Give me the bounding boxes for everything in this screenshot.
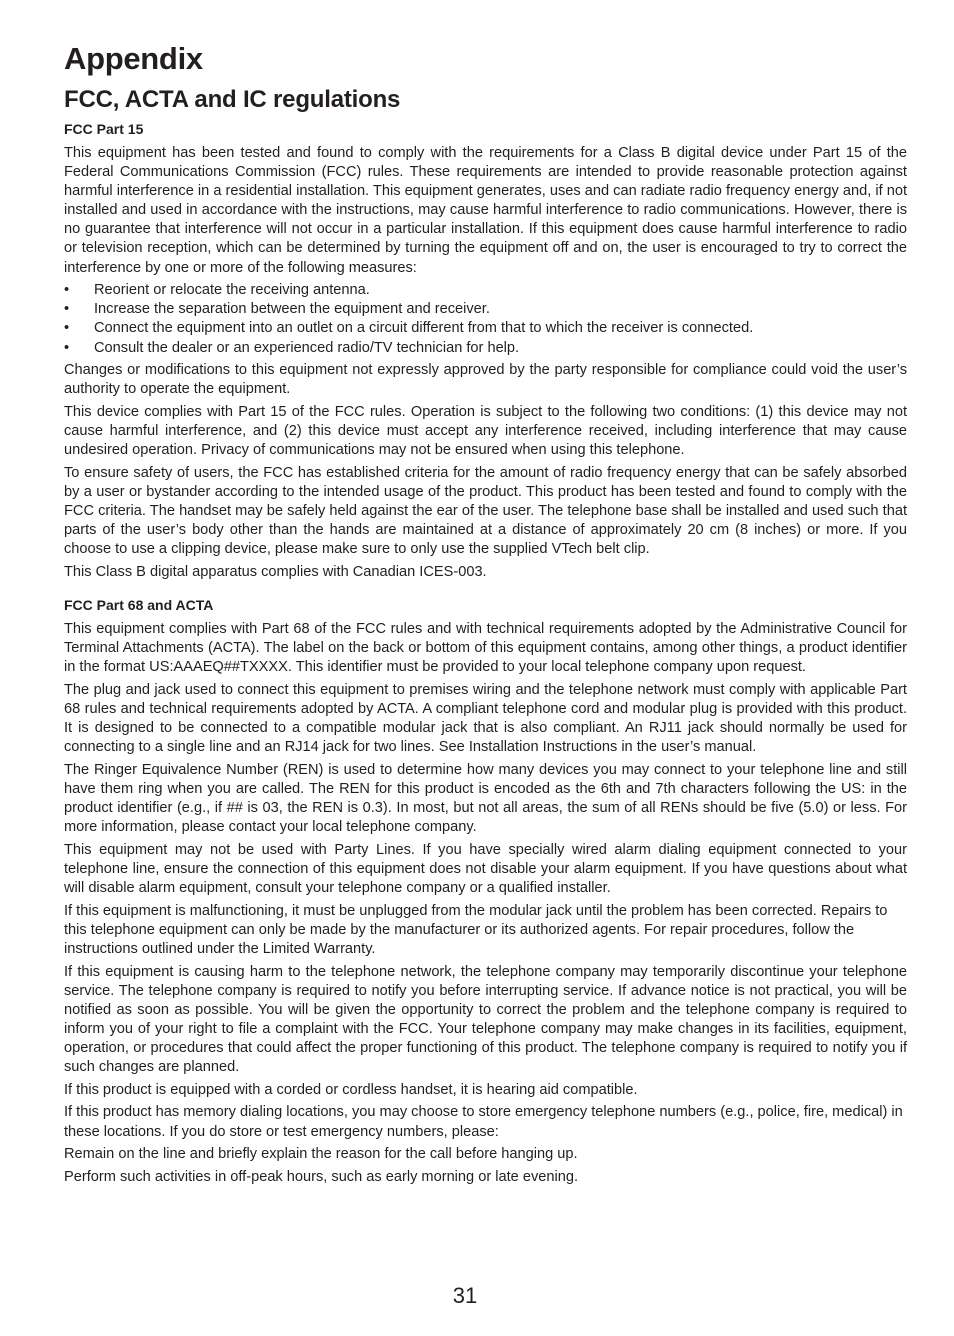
fcc-part15-heading: FCC Part 15: [64, 121, 144, 137]
fcc15-paragraph-3: This device complies with Part 15 of the FCC rules. Operation is subject to the following two conditions: (1) this device may not cause harmful interference, and (2) this device must accept any interference received, including interference that may cause undesired operation. Privacy of communications may not be ensured when using this telephone.: [64, 404, 907, 459]
fcc68-paragraph-2: The plug and jack used to connect this equipment to premises wiring and the telephone network must comply with applicable Part 68 rules and technical requirements adopted by ACTA. A compliant telephone cord and modular plug is provided with this product. It is designed to be connected to a compatible modular jack that is also compliant. An RJ11 jack should normally be used for connecting to a single line and an RJ14 jack for two lines. See Installation Instructions in the user’s manual.: [64, 681, 907, 756]
section-title: FCC, ACTA and IC regulations: [64, 86, 401, 113]
fcc68-paragraph-6: If this equipment is causing harm to the telephone network, the telephone company may temporarily discontinue your telephone service. The telephone company is required to notify you before interrupting service. If advance notice is not practical, you will be notified as soon as possible. You will be given the opportunity to correct the problem and the telephone company is required to inform you of your right to file a complaint with the FCC. Your telephone company may make changes in its facilities, equipment, operation, or procedures that could affect the proper functioning of this product. The telephone company is required to notify you if such changes are planned.: [64, 963, 907, 1076]
list-item: • Reorient or relocate the receiving antenna.: [64, 281, 907, 300]
fcc68-paragraph-5: If this equipment is malfunctioning, it must be unplugged from the modular jack until the problem has been corrected. Repairs to this telephone equipment can only be made by the manufacturer or its authorized agents. For repair procedures, follow the instructions outlined under the Limited Warranty.: [64, 902, 888, 957]
list-item: • Increase the separation between the equipment and receiver.: [64, 300, 907, 319]
fcc15-paragraph-5: This Class B digital apparatus complies with Canadian ICES-003.: [64, 563, 487, 580]
fcc15-paragraph-4: To ensure safety of users, the FCC has established criteria for the amount of radio frequency energy that can be safely absorbed by a user or bystander according to the intended usage of the product. This product has been tested and found to comply with the FCC criteria. The handset may be safely held against the ear of the user. The telephone base shall be installed and used such that parts of the user’s body other than the hands are maintained at a distance of approximately 20 cm (8 inches) or more. If you choose to use a clipping device, please make sure to only use the supplied VTech belt clip.: [64, 464, 907, 558]
fcc68-paragraph-9: Remain on the line and briefly explain the reason for the call before hanging up.: [64, 1146, 578, 1163]
page-number: 31: [452, 1283, 478, 1308]
measures-list: [64, 281, 907, 357]
bullet-icon: •: [64, 320, 70, 337]
fcc-part68-heading: FCC Part 68 and ACTA: [64, 597, 214, 614]
fcc15-paragraph-1: This equipment has been tested and found to comply with the requirements for a Class B digital device under Part 15 of the Federal Communications Commission (FCC) rules. These requirements are intended to provide reasonable protection against harmful interference in a residential installation. This equipment generates, uses and can radiate radio frequency energy and, if not installed and used in accordance with the instructions, may cause harmful interference to radio communications. However, there is no guarantee that interference will not occur in a particular installation. If this equipment does cause harmful interference to radio or television reception, which can be determined by turning the equipment off and on, the user is encouraged to try to correct the interference by one or more of the following measures:: [64, 145, 907, 276]
fcc68-paragraph-4: This equipment may not be used with Party Lines. If you have specially wired alarm dialing equipment connected to your telephone line, ensure the connection of this equipment does not disable your alarm equipment. If you have questions about what will disable alarm equipment, consult your telephone company or a qualified installer.: [64, 841, 907, 897]
bullet-icon: •: [64, 282, 70, 299]
page-title: Appendix: [64, 41, 203, 76]
fcc68-paragraph-1: This equipment complies with Part 68 of the FCC rules and with technical requirements adopted by the Administrative Council for Terminal Attachments (ACTA). The label on the back or bottom of this equipment contains, among other things, a product identifier in the format US:AAAEQ##TXXXX. This identifier must be provided to your local telephone company upon request.: [64, 621, 907, 676]
fcc68-paragraph-10: Perform such activities in off-peak hours, such as early morning or late evening.: [64, 1168, 579, 1185]
page-content: [64, 40, 907, 1191]
list-item: • Consult the dealer or an experienced radio/TV technician for help.: [64, 339, 907, 358]
bullet-icon: •: [64, 339, 70, 356]
fcc15-paragraph-2: Changes or modifications to this equipment not expressly approved by the party responsible for compliance could void the user’s authority to operate the equipment.: [64, 362, 907, 398]
list-item: • Connect the equipment into an outlet on a circuit different from that to which the receiver is connected.: [64, 319, 907, 338]
bullet-icon: •: [64, 301, 70, 318]
fcc68-paragraph-7: If this product is equipped with a corded or cordless handset, it is hearing aid compatible.: [64, 1081, 638, 1098]
fcc68-paragraph-3: The Ringer Equivalence Number (REN) is used to determine how many devices you may connect to your telephone line and still have them ring when you are called. The REN for this product is encoded as the 6th and 7th characters following the US: in the product identifier (e.g., if ## is 03, the REN is 0.3). In most, but not all areas, the sum of all RENs should be five (5.0) or less. For more information, please contact your local telephone company.: [64, 761, 907, 836]
fcc68-paragraph-8: If this product has memory dialing locations, you may choose to store emergency telephone numbers (e.g., police, fire, medical) in these locations. If you do store or test emergency numbers, please:: [64, 1104, 903, 1140]
